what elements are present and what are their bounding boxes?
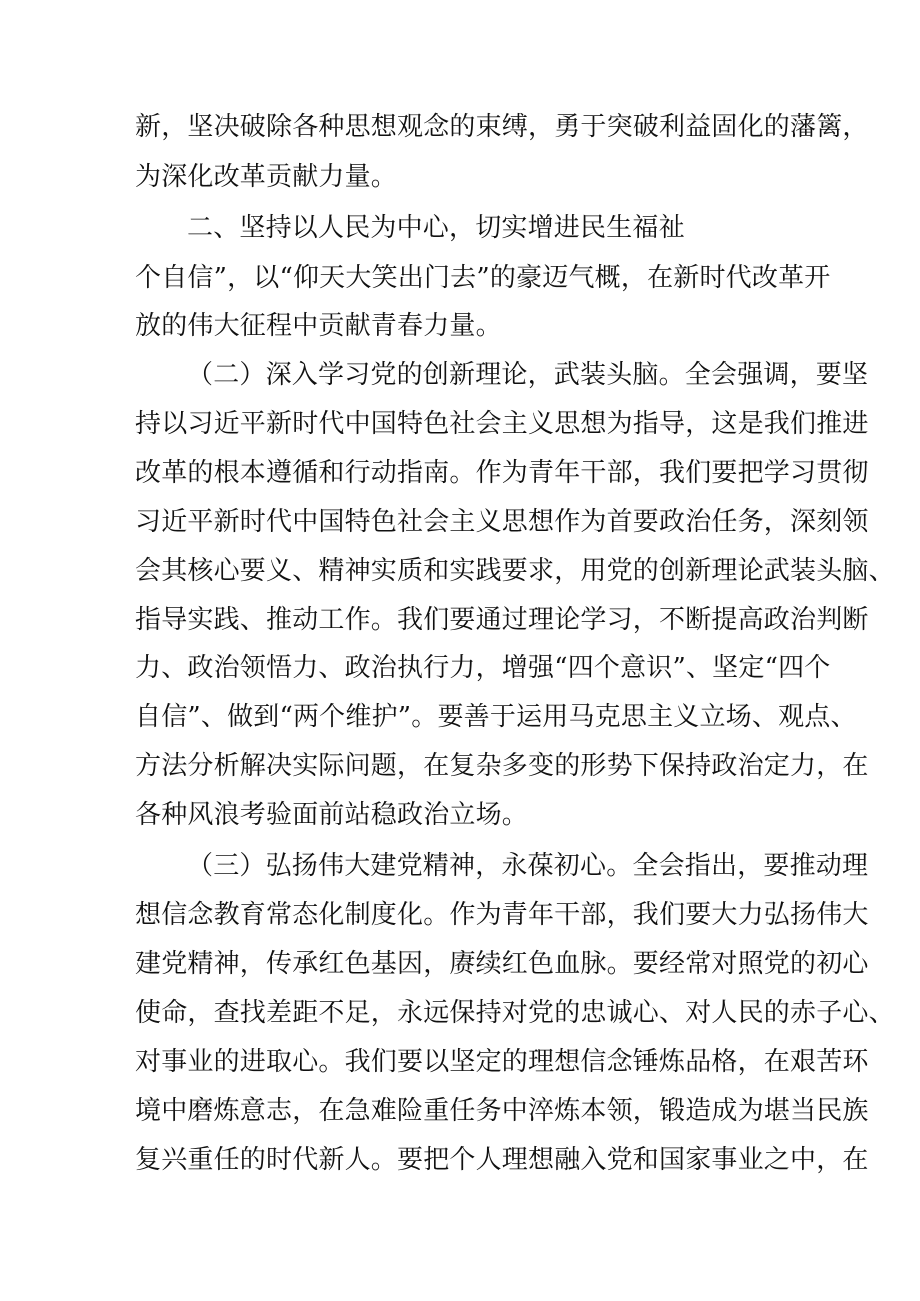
text-line: 个自信”，以“仰天大笑出门去”的豪迈气概，在新时代改革开 xyxy=(135,263,831,293)
section-heading: 二、坚持以人民为中心，切实增进民生福祉 xyxy=(187,213,685,243)
text-line: 复兴重任的时代新人。要把个人理想融入党和国家事业之中，在 xyxy=(135,1145,869,1175)
text-line: 自信”、做到“两个维护”。要善于运用马克思主义立场、观点、 xyxy=(135,702,857,732)
text-line: 境中磨炼意志，在急难险重任务中淬炼本领，锻造成为堪当民族 xyxy=(135,1096,869,1126)
text-line: 改革的根本遵循和行动指南。作为青年干部，我们要把学习贯彻 xyxy=(135,458,869,488)
text-line: 习近平新时代中国特色社会主义思想作为首要政治任务，深刻领 xyxy=(135,507,869,537)
text-line: 新，坚决破除各种思想观念的束缚，勇于突破利益固化的藩篱， xyxy=(135,112,869,142)
text-line: 持以习近平新时代中国特色社会主义思想为指导，这是我们推进 xyxy=(135,409,869,439)
paragraph-start-line: （二）深入学习党的创新理论，武装头脑。全会强调，要坚 xyxy=(187,360,869,390)
paragraph-start-line: （三）弘扬伟大建党精神，永葆初心。全会指出，要推动理 xyxy=(187,851,869,881)
text-line: 为深化改革贡献力量。 xyxy=(135,162,398,192)
text-line: 放的伟大征程中贡献青春力量。 xyxy=(135,311,502,341)
text-line: 各种风浪考验面前站稳政治立场。 xyxy=(135,800,529,830)
text-line: 方法分析解决实际问题，在复杂多变的形势下保持政治定力，在 xyxy=(135,751,869,781)
text-line: 使命，查找差距不足，永远保持对党的忠诚心、对人民的赤子心、 xyxy=(135,998,895,1028)
text-line: 想信念教育常态化制度化。作为青年干部，我们要大力弘扬伟大 xyxy=(135,900,869,930)
text-line: 建党精神，传承红色基因，赓续红色血脉。要经常对照党的初心 xyxy=(135,949,869,979)
text-line: 力、政治领悟力、政治执行力，增强“四个意识”、坚定“四个 xyxy=(135,653,831,683)
text-line: 指导实践、推动工作。我们要通过理论学习，不断提高政治判断 xyxy=(135,605,869,635)
text-line: 对事业的进取心。我们要以坚定的理想信念锤炼品格，在艰苦环 xyxy=(135,1047,869,1077)
text-line: 会其核心要义、精神实质和实践要求，用党的创新理论武装头脑、 xyxy=(135,556,895,586)
